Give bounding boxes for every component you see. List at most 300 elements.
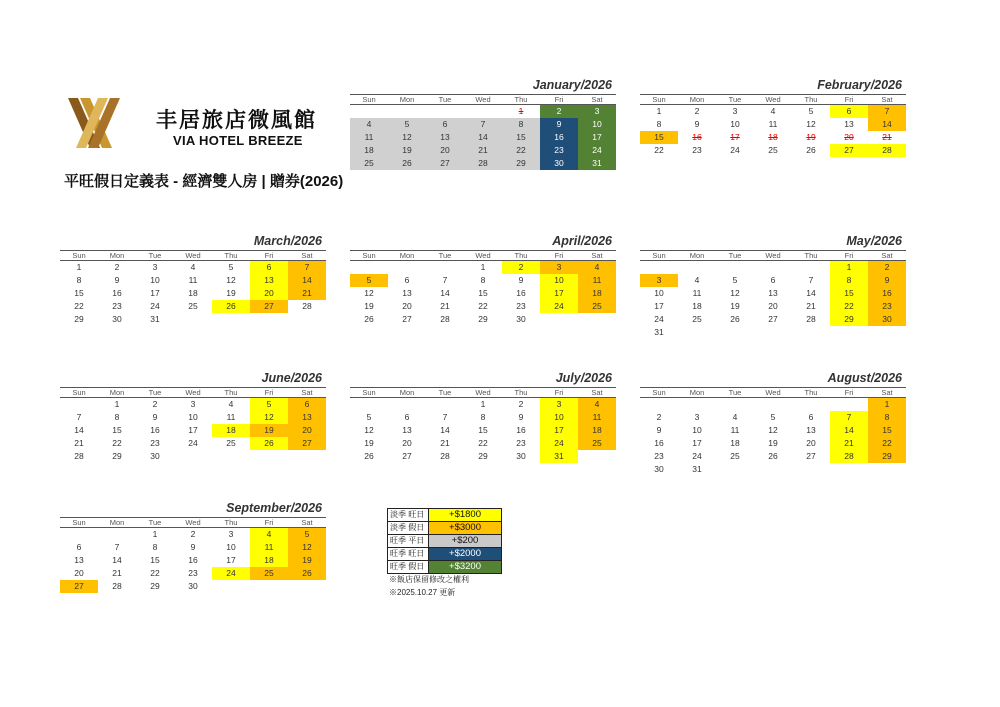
month-title: January/2026 <box>532 78 612 92</box>
day-cell: 6 <box>830 105 868 118</box>
day-cell: 11 <box>768 119 778 129</box>
day-cell: 28 <box>464 157 502 170</box>
day-cell: 5 <box>732 275 738 285</box>
weekday-label: Tue <box>728 95 742 104</box>
weekday-label: Sun <box>72 518 86 527</box>
weekday-label: Tue <box>148 388 162 397</box>
empty-day-cell <box>388 398 426 411</box>
day-cell: 29 <box>478 314 488 324</box>
weekday-header <box>350 94 616 105</box>
weekday-header <box>640 250 906 261</box>
day-cell: 11 <box>578 411 616 424</box>
empty-day-cell <box>350 105 388 118</box>
day-cell: 6 <box>250 261 288 274</box>
day-cell: 2 <box>190 529 196 539</box>
day-cell: 11 <box>578 274 616 287</box>
day-cell: 7 <box>288 261 326 274</box>
day-cell: 12 <box>364 288 374 298</box>
day-cell: 13 <box>250 274 288 287</box>
month-title: August/2026 <box>827 371 902 385</box>
day-cell: 14 <box>806 288 816 298</box>
day-cell: 4 <box>228 399 234 409</box>
day-cell: 31 <box>578 157 616 170</box>
day-cell: 19 <box>388 144 426 157</box>
weekday-label: Tue <box>148 518 162 527</box>
day-cell: 25 <box>250 567 288 580</box>
day-cell: 27 <box>288 437 326 450</box>
day-cell: 6 <box>288 398 326 411</box>
day-cell: 27 <box>806 451 816 461</box>
day-cell: 4 <box>250 528 288 541</box>
day-cell: 8 <box>76 275 82 285</box>
day-cell: 20 <box>426 144 464 157</box>
day-cell: 15 <box>868 424 906 437</box>
day-cell: 2 <box>114 262 120 272</box>
day-cell: 6 <box>404 275 410 285</box>
day-cell: 7 <box>76 412 82 422</box>
day-cell: 23 <box>516 301 526 311</box>
day-cell: 7 <box>808 275 814 285</box>
day-cell: 20 <box>844 132 854 142</box>
day-cell: 15 <box>150 555 160 565</box>
weekday-label: Fri <box>554 95 564 104</box>
legend-label: 旺季 旺日 <box>388 548 429 560</box>
day-cell: 3 <box>640 274 678 287</box>
day-cell: 25 <box>730 451 740 461</box>
day-cell: 17 <box>540 424 578 437</box>
day-cell: 9 <box>518 275 524 285</box>
weekday-label: Sat <box>301 251 313 260</box>
day-cell: 26 <box>250 437 288 450</box>
day-cell: 27 <box>426 157 464 170</box>
month-calendar <box>640 78 906 157</box>
day-grid <box>640 261 906 339</box>
day-cell: 2 <box>152 399 158 409</box>
day-cell: 2 <box>656 412 662 422</box>
weekday-header <box>640 387 906 398</box>
weekday-header <box>350 387 616 398</box>
day-cell: 13 <box>768 288 778 298</box>
day-cell: 11 <box>188 275 198 285</box>
weekday-label: Tue <box>728 388 742 397</box>
weekday-label: Fri <box>844 388 854 397</box>
weekday-label: Wed <box>475 95 491 104</box>
day-cell: 21 <box>464 144 502 157</box>
day-cell: 10 <box>188 412 198 422</box>
day-cell: 6 <box>426 118 464 131</box>
day-cell: 5 <box>228 262 234 272</box>
day-cell: 13 <box>426 131 464 144</box>
weekday-label: Fri <box>554 251 564 260</box>
weekday-label: Tue <box>438 95 452 104</box>
empty-day-cell <box>830 398 868 411</box>
day-cell: 3 <box>228 529 234 539</box>
day-cell: 10 <box>692 425 702 435</box>
day-cell: 31 <box>540 450 578 463</box>
day-cell: 24 <box>540 300 578 313</box>
day-cell: 30 <box>150 451 160 461</box>
day-cell: 9 <box>540 118 578 131</box>
day-cell: 17 <box>540 287 578 300</box>
day-cell: 13 <box>402 425 412 435</box>
weekday-label: Fri <box>844 95 854 104</box>
legend-value: +$200 <box>429 535 501 547</box>
day-cell: 4 <box>694 275 700 285</box>
day-cell: 14 <box>74 425 84 435</box>
day-cell: 20 <box>288 424 326 437</box>
empty-day-cell <box>678 398 716 411</box>
day-cell: 1 <box>76 262 82 272</box>
price-legend <box>387 508 502 574</box>
day-cell: 17 <box>654 301 664 311</box>
weekday-label: Thu <box>224 251 238 260</box>
day-cell: 15 <box>478 425 488 435</box>
day-cell: 27 <box>402 451 412 461</box>
hotel-name: 丰居旅店微風館 <box>156 109 317 132</box>
day-cell: 25 <box>578 437 616 450</box>
month-calendar <box>60 371 326 463</box>
day-cell: 24 <box>540 437 578 450</box>
legend-row <box>388 534 501 547</box>
day-cell: 9 <box>694 119 700 129</box>
legend-value: +$3200 <box>429 561 501 573</box>
day-cell: 25 <box>768 145 778 155</box>
day-cell: 14 <box>440 425 450 435</box>
day-cell: 6 <box>404 412 410 422</box>
day-cell: 20 <box>402 438 412 448</box>
weekday-label: Thu <box>804 388 818 397</box>
day-cell: 23 <box>540 144 578 157</box>
day-cell: 27 <box>830 144 868 157</box>
day-cell: 21 <box>112 568 122 578</box>
day-cell: 31 <box>150 314 160 324</box>
month-calendar <box>350 371 616 463</box>
day-cell: 28 <box>806 314 816 324</box>
day-cell: 4 <box>732 412 738 422</box>
day-cell: 29 <box>868 450 906 463</box>
weekday-label: Sun <box>652 251 666 260</box>
day-cell: 19 <box>806 132 816 142</box>
day-cell: 23 <box>150 438 160 448</box>
weekday-label: Tue <box>148 251 162 260</box>
day-cell: 30 <box>540 157 578 170</box>
day-cell: 7 <box>830 411 868 424</box>
day-cell: 23 <box>516 438 526 448</box>
day-cell: 27 <box>768 314 778 324</box>
weekday-label: Thu <box>804 251 818 260</box>
weekday-label: Mon <box>109 388 125 397</box>
weekday-label: Mon <box>399 95 415 104</box>
day-cell: 3 <box>540 398 578 411</box>
month-title: March/2026 <box>253 234 322 248</box>
weekday-label: Tue <box>438 251 452 260</box>
day-grid <box>350 261 616 326</box>
weekday-label: Fri <box>844 251 854 260</box>
empty-day-cell <box>792 261 830 274</box>
day-cell: 4 <box>770 106 776 116</box>
day-cell: 26 <box>768 451 778 461</box>
day-cell: 28 <box>302 301 312 311</box>
legend-value: +$2000 <box>429 548 501 560</box>
day-cell: 10 <box>578 118 616 131</box>
day-cell: 17 <box>578 131 616 144</box>
day-cell: 30 <box>188 581 198 591</box>
legend-value: +$1800 <box>429 509 501 521</box>
day-cell: 8 <box>480 412 486 422</box>
weekday-label: Thu <box>514 95 528 104</box>
day-cell: 14 <box>830 424 868 437</box>
weekday-label: Sat <box>301 388 313 397</box>
weekday-label: Thu <box>804 95 818 104</box>
day-cell: 1 <box>114 399 120 409</box>
weekday-label: Tue <box>728 251 742 260</box>
day-cell: 5 <box>808 106 814 116</box>
empty-day-cell <box>426 398 464 411</box>
day-cell: 21 <box>440 301 450 311</box>
weekday-label: Thu <box>514 251 528 260</box>
day-cell: 8 <box>502 118 540 131</box>
empty-day-cell <box>388 105 426 118</box>
day-cell: 22 <box>112 438 122 448</box>
day-cell: 1 <box>480 262 486 272</box>
day-cell: 23 <box>868 300 906 313</box>
day-cell: 28 <box>868 144 906 157</box>
day-cell: 4 <box>578 261 616 274</box>
day-cell: 22 <box>478 301 488 311</box>
weekday-label: Sun <box>72 251 86 260</box>
day-cell: 18 <box>768 132 778 142</box>
day-cell: 23 <box>188 568 198 578</box>
empty-day-cell <box>388 261 426 274</box>
weekday-label: Sat <box>881 95 893 104</box>
day-cell: 4 <box>190 262 196 272</box>
day-cell: 2 <box>502 261 540 274</box>
day-cell: 20 <box>768 301 778 311</box>
day-cell: 11 <box>350 131 388 144</box>
day-cell: 12 <box>288 541 326 554</box>
day-cell: 19 <box>250 424 288 437</box>
empty-day-cell <box>792 398 830 411</box>
day-cell: 18 <box>692 301 702 311</box>
weekday-label: Thu <box>514 388 528 397</box>
day-cell: 22 <box>830 300 868 313</box>
day-cell: 18 <box>578 424 616 437</box>
legend-value: +$3000 <box>429 522 501 534</box>
day-cell: 20 <box>250 287 288 300</box>
month-title: April/2026 <box>552 234 612 248</box>
legend-row <box>388 547 501 560</box>
legend-label: 淡季 旺日 <box>388 509 429 521</box>
day-cell: 31 <box>692 464 702 474</box>
legend-label: 旺季 平日 <box>388 535 429 547</box>
day-cell: 16 <box>150 425 160 435</box>
day-cell: 12 <box>730 288 740 298</box>
day-cell: 3 <box>152 262 158 272</box>
day-cell: 24 <box>692 451 702 461</box>
day-cell: 15 <box>112 425 122 435</box>
day-cell: 5 <box>366 412 372 422</box>
day-cell: 11 <box>226 412 236 422</box>
day-cell: 16 <box>540 131 578 144</box>
day-cell: 20 <box>806 438 816 448</box>
day-cell: 7 <box>442 275 448 285</box>
day-cell: 9 <box>152 412 158 422</box>
day-cell: 9 <box>656 425 662 435</box>
day-cell: 15 <box>502 131 540 144</box>
month-calendar <box>60 234 326 326</box>
day-cell: 13 <box>74 555 84 565</box>
day-cell: 24 <box>150 301 160 311</box>
day-cell: 16 <box>692 132 702 142</box>
day-cell: 28 <box>112 581 122 591</box>
weekday-label: Fri <box>264 251 274 260</box>
month-calendar <box>60 501 326 593</box>
day-cell: 3 <box>694 412 700 422</box>
day-cell: 30 <box>654 464 664 474</box>
day-cell: 29 <box>502 157 540 170</box>
weekday-label: Sat <box>591 95 603 104</box>
day-cell: 26 <box>364 451 374 461</box>
legend-label: 旺季 假日 <box>388 561 429 573</box>
weekday-header <box>60 250 326 261</box>
empty-day-cell <box>754 398 792 411</box>
month-title: May/2026 <box>846 234 902 248</box>
weekday-label: Fri <box>554 388 564 397</box>
day-grid <box>60 528 326 593</box>
day-cell: 5 <box>250 398 288 411</box>
day-cell: 2 <box>518 399 524 409</box>
empty-day-cell <box>98 528 136 541</box>
day-cell: 27 <box>402 314 412 324</box>
note-reserve: ※飯店保留修改之權利 <box>389 575 469 584</box>
day-cell: 5 <box>770 412 776 422</box>
day-cell: 1 <box>656 106 662 116</box>
day-cell: 22 <box>868 437 906 450</box>
day-cell: 8 <box>480 275 486 285</box>
day-cell: 27 <box>250 300 288 313</box>
day-cell: 8 <box>114 412 120 422</box>
day-cell: 26 <box>364 314 374 324</box>
day-cell: 2 <box>540 105 578 118</box>
day-cell: 12 <box>364 425 374 435</box>
day-cell: 19 <box>364 301 374 311</box>
day-cell: 30 <box>516 314 526 324</box>
day-cell: 18 <box>730 438 740 448</box>
day-cell: 26 <box>212 300 250 313</box>
weekday-label: Sun <box>362 388 376 397</box>
day-cell: 29 <box>150 581 160 591</box>
weekday-label: Fri <box>264 388 274 397</box>
day-cell: 4 <box>578 398 616 411</box>
day-cell: 13 <box>288 411 326 424</box>
day-cell: 21 <box>74 438 84 448</box>
day-cell: 16 <box>654 438 664 448</box>
day-cell: 28 <box>830 450 868 463</box>
day-cell: 3 <box>190 399 196 409</box>
day-cell: 26 <box>388 157 426 170</box>
weekday-label: Wed <box>185 518 201 527</box>
day-cell: 6 <box>808 412 814 422</box>
day-cell: 15 <box>478 288 488 298</box>
day-cell: 17 <box>730 132 740 142</box>
weekday-label: Mon <box>689 95 705 104</box>
day-cell: 28 <box>74 451 84 461</box>
empty-day-cell <box>716 261 754 274</box>
month-title: June/2026 <box>261 371 322 385</box>
day-grid <box>640 105 906 157</box>
weekday-label: Fri <box>264 518 274 527</box>
day-cell: 25 <box>692 314 702 324</box>
day-cell: 29 <box>112 451 122 461</box>
month-title: July/2026 <box>555 371 612 385</box>
day-cell: 18 <box>250 554 288 567</box>
day-cell: 3 <box>578 105 616 118</box>
day-cell: 1 <box>480 399 486 409</box>
day-cell: 24 <box>730 145 740 155</box>
day-cell: 1 <box>868 398 906 411</box>
day-cell: 19 <box>288 554 326 567</box>
empty-day-cell <box>60 528 98 541</box>
day-cell: 21 <box>288 287 326 300</box>
day-grid <box>350 105 616 170</box>
weekday-label: Sun <box>652 95 666 104</box>
weekday-label: Sat <box>591 251 603 260</box>
day-cell: 7 <box>868 105 906 118</box>
note-updated: ※2025.10.27 更新 <box>389 588 456 597</box>
day-cell: 30 <box>112 314 122 324</box>
hotel-name-en: VIA HOTEL BREEZE <box>173 133 303 148</box>
weekday-label: Mon <box>109 251 125 260</box>
weekday-label: Mon <box>109 518 125 527</box>
hotel-logo <box>66 96 122 150</box>
weekday-label: Wed <box>185 388 201 397</box>
day-cell: 8 <box>830 274 868 287</box>
empty-day-cell <box>426 105 464 118</box>
day-cell: 30 <box>868 313 906 326</box>
weekday-label: Mon <box>399 251 415 260</box>
day-cell: 1 <box>830 261 868 274</box>
day-cell: 8 <box>868 411 906 424</box>
day-cell: 8 <box>152 542 158 552</box>
day-cell: 2 <box>694 106 700 116</box>
day-cell: 16 <box>516 288 526 298</box>
empty-day-cell <box>678 261 716 274</box>
day-cell: 11 <box>730 425 740 435</box>
day-cell: 13 <box>806 425 816 435</box>
empty-day-cell <box>350 398 388 411</box>
day-cell: 10 <box>226 542 236 552</box>
day-grid <box>60 261 326 326</box>
weekday-label: Sun <box>72 388 86 397</box>
day-cell: 10 <box>730 119 740 129</box>
weekday-header <box>60 517 326 528</box>
weekday-label: Wed <box>185 251 201 260</box>
month-calendar <box>350 78 616 170</box>
day-grid <box>350 398 616 463</box>
day-cell: 31 <box>654 327 664 337</box>
day-grid <box>640 398 906 476</box>
day-cell: 23 <box>112 301 122 311</box>
empty-day-cell <box>640 261 678 274</box>
day-cell: 19 <box>768 438 778 448</box>
day-cell: 20 <box>74 568 84 578</box>
day-cell: 11 <box>250 541 288 554</box>
day-cell: 16 <box>112 288 122 298</box>
weekday-label: Mon <box>689 388 705 397</box>
day-cell: 2 <box>868 261 906 274</box>
legend-row <box>388 509 501 521</box>
day-cell: 9 <box>190 542 196 552</box>
